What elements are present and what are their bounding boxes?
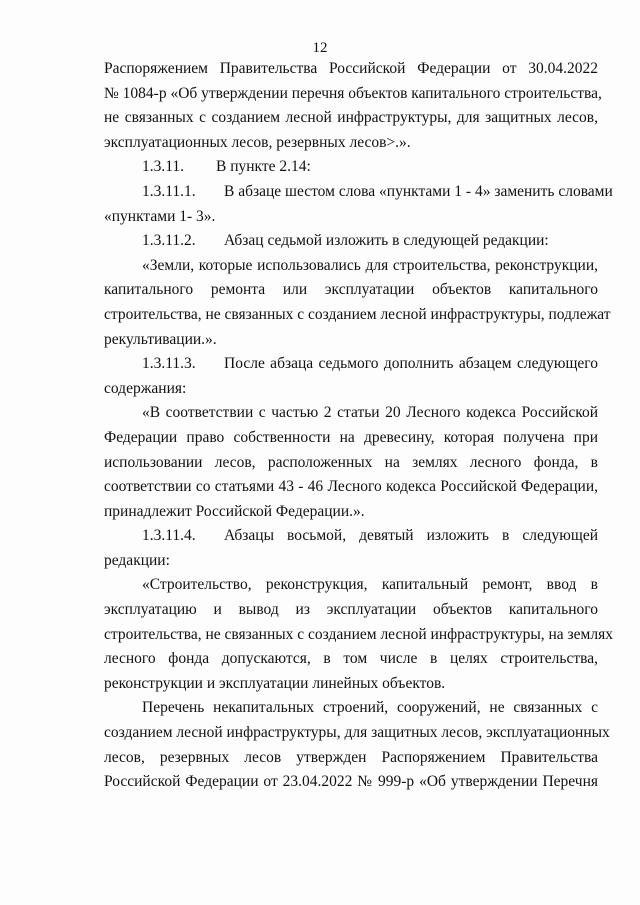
text-line: Перечень некапитальных строений, сооружений, не связанных с [142,699,598,717]
clause-number: 1.3.11. [142,158,185,176]
clause-line [104,155,598,180]
document-body [104,57,613,795]
quoted-paragraph [104,401,598,524]
text-line: В пункте 2.14: [216,158,311,176]
text-line: реконструкции и эксплуатации линейных объектов. [104,674,446,692]
text-line: Федерации право собственности на древесину, которая получена при [104,428,598,446]
clause-line [104,524,598,549]
text-line: лесного фонда допускаются, в том числе в целях строительства, [104,650,598,668]
text-line: Российской Федерации от 23.04.2022 № 999-р «Об утверждении Перечня [104,773,598,791]
page-number: 12 [312,40,328,56]
clause-line [104,180,613,205]
clause-1-3-11-2 [104,229,598,254]
clause-number: 1.3.11.3. [142,355,196,373]
text-line: строительства, не связанных с созданием лесной инфраструктуры, на землях [104,625,613,643]
text-line: соответствии со статьями 43 - 46 Лесного кодекса Российской Федерации, [104,478,598,496]
body-paragraph [104,696,610,794]
clause-1-3-11-3 [104,352,598,401]
text-line: После абзаца седьмого дополнить абзацем следующего [224,355,598,373]
text-line: «Земли, которые использовались для строительства, реконструкции, [142,256,598,274]
text-line: Абзацы восьмой, девятый изложить в следующей [224,527,598,545]
text-line: «Строительство, реконструкция, капитальный ремонт, ввод в [142,576,598,594]
text-line: № 1084-р «Об утверждении перечня объектов капитального строительства, [104,84,602,102]
text-line: редакции: [104,551,170,569]
text-line: «В соответствии с частью 2 статьи 20 Лесного кодекса Российской [142,404,598,422]
clause-number: 1.3.11.2. [142,232,196,250]
quoted-paragraph [104,573,613,696]
text-line: капитального ремонта или эксплуатации объектов капитального [104,281,598,299]
clause-1-3-11 [104,155,598,180]
clause-number: 1.3.11.4. [142,527,196,545]
paragraph-continuation [104,57,602,155]
text-line: В абзаце шестом слова «пунктами 1 - 4» заменить словами [224,182,613,200]
text-line: использовании лесов, расположенных на землях лесного фонда, в [104,453,598,471]
quoted-paragraph [104,254,611,352]
text-line: эксплуатационных лесов, резервных лесов>.». [104,133,411,151]
text-line: строительства, не связанных с созданием лесной инфраструктуры, подлежат [104,305,611,323]
text-line: не связанных с созданием лесной инфраструктуры, для защитных лесов, [104,109,598,127]
clause-number: 1.3.11.1. [142,182,196,200]
text-line: эксплуатацию и вывод из эксплуатации объектов капитального [104,601,598,619]
text-line: содержания: [104,379,187,397]
text-line: Абзац седьмой изложить в следующей редакции: [224,232,549,250]
text-line: Распоряжением Правительства Российской Федерации от 30.04.2022 [104,60,598,77]
text-line: лесов, резервных лесов утвержден Распоряжением Правительства [104,748,598,766]
text-line: рекультивации.». [104,330,217,348]
clause-1-3-11-1 [104,180,613,229]
clause-line [104,229,598,254]
text-line: принадлежит Российской Федерации.». [104,502,365,520]
clause-1-3-11-4 [104,524,598,573]
clause-line [104,352,598,377]
text-line: «пунктами 1- 3». [104,207,216,225]
text-line: созданием лесной инфраструктуры, для защитных лесов, эксплуатационных [104,724,610,742]
